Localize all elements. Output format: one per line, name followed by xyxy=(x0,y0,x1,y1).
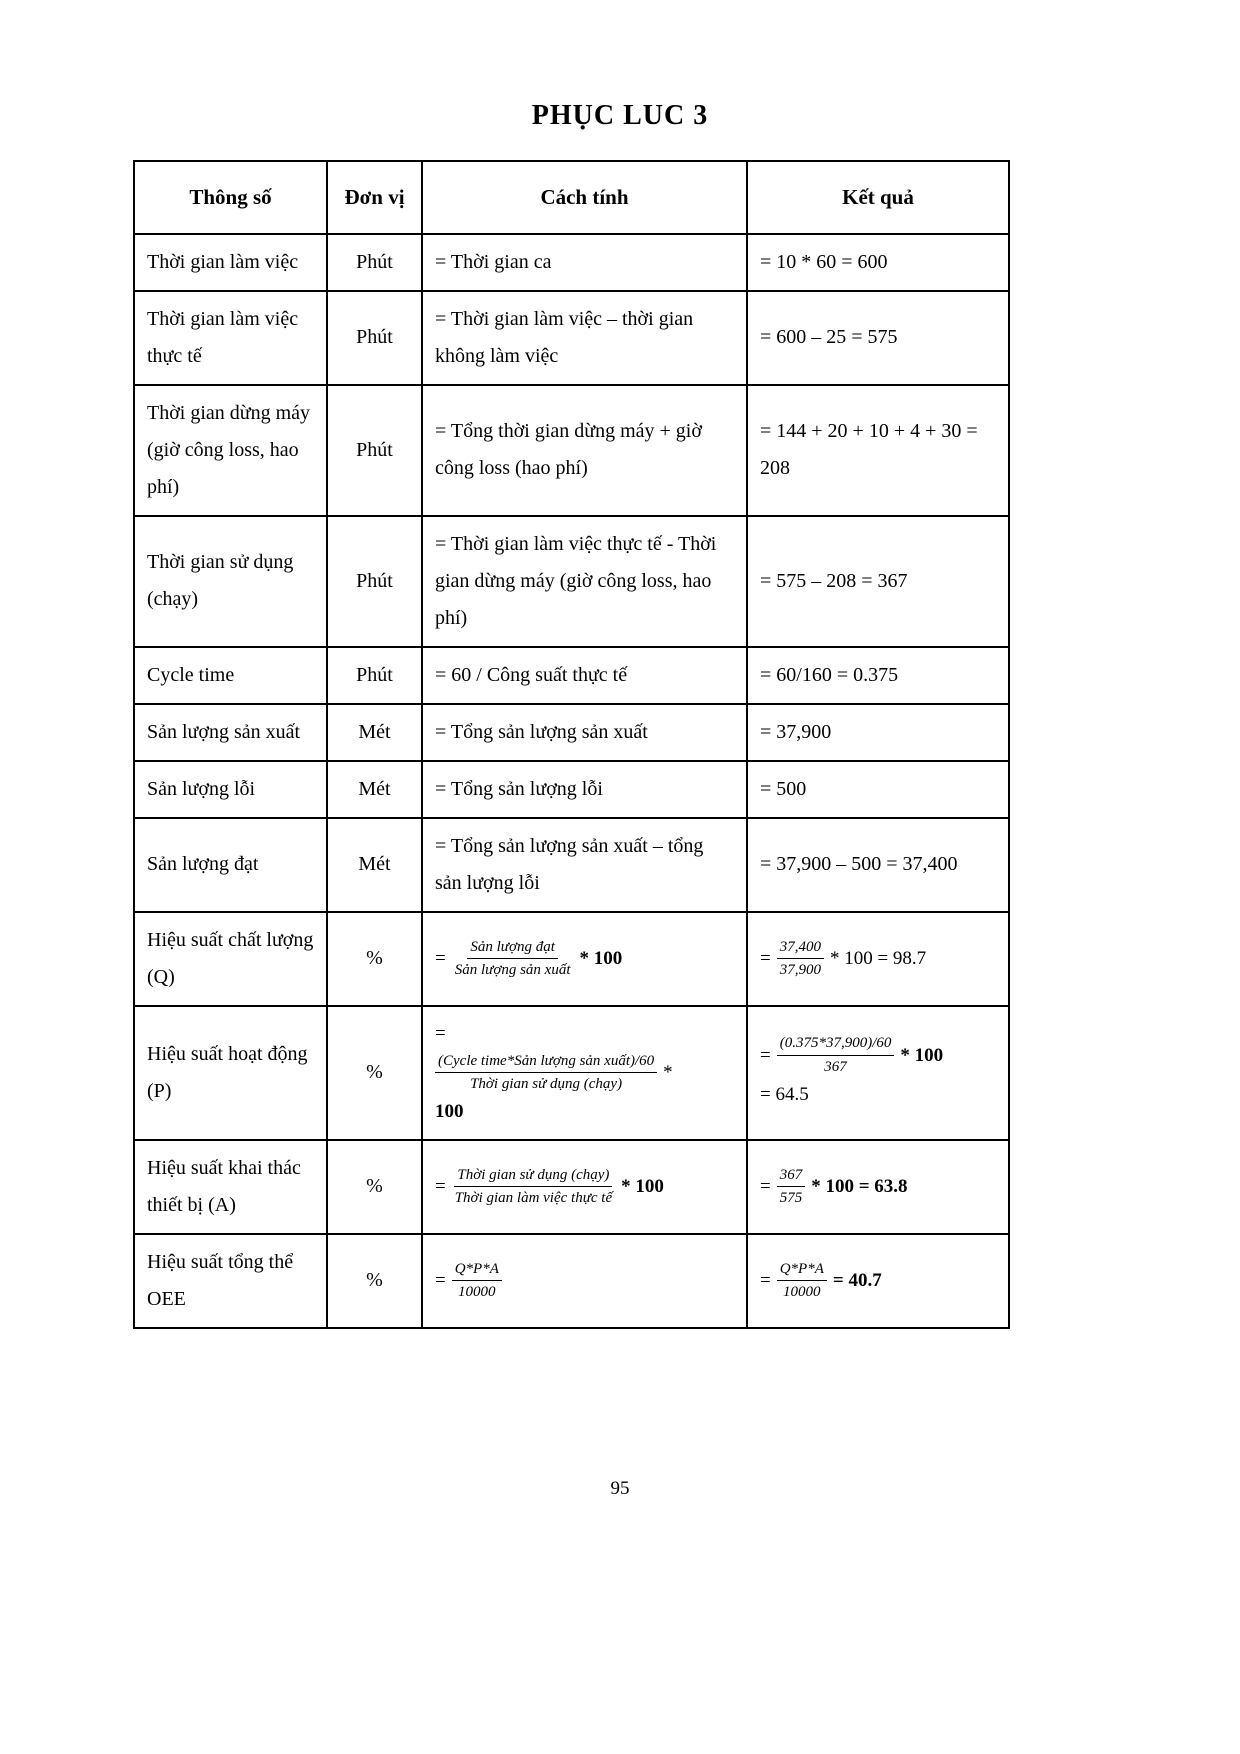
formula-prefix: = xyxy=(760,1044,771,1066)
result-cell: = 575 – 208 = 367 xyxy=(747,516,1009,647)
table-row xyxy=(134,761,1009,818)
unit-cell: Phút xyxy=(327,291,422,385)
method-cell: = Tổng thời gian dừng máy + giờ công loss (hao phí) xyxy=(422,385,747,516)
formula-operator: * 100 xyxy=(900,1044,944,1066)
fraction-numerator: Sản lượng đạt xyxy=(467,937,558,959)
formula-suffix: 100 xyxy=(435,1101,464,1123)
fraction-denominator: 10000 xyxy=(458,1284,496,1301)
result-cell: = 10 * 60 = 600 xyxy=(747,234,1009,291)
page-title: PHỤC LUC 3 xyxy=(531,100,709,131)
fraction-denominator: 37,900 xyxy=(779,962,821,979)
param-cell: Hiệu suất khai thác thiết bị (A) xyxy=(134,1140,327,1234)
formula-suffix: = 40.7 xyxy=(832,1270,882,1292)
unit-cell: Mét xyxy=(327,704,422,761)
formula-prefix: = xyxy=(435,948,446,970)
fraction xyxy=(452,937,574,981)
method-cell xyxy=(422,1234,747,1328)
result-cell: = 37,900 – 500 = 37,400 xyxy=(747,818,1009,912)
table-row xyxy=(134,1234,1009,1328)
unit-cell: Mét xyxy=(327,761,422,818)
fraction-numerator: Q*P*A xyxy=(452,1259,502,1281)
fraction-numerator: Q*P*A xyxy=(777,1259,827,1281)
table-row xyxy=(134,912,1009,1006)
param-cell: Thời gian làm việc xyxy=(134,234,327,291)
method-cell: = 60 / Công suất thực tế xyxy=(422,647,747,704)
table-row xyxy=(134,385,1009,516)
fraction-numerator: (0.375*37,900)/60 xyxy=(777,1033,895,1055)
fraction-numerator: 37,400 xyxy=(777,937,824,959)
formula-prefix: = xyxy=(760,1176,771,1198)
formula-prefix: = xyxy=(760,1270,771,1292)
fraction-numerator: Thời gian sử dụng (chạy) xyxy=(454,1165,612,1187)
fraction xyxy=(777,1033,895,1077)
formula-prefix: = xyxy=(760,948,771,970)
result-cell xyxy=(747,1006,1009,1140)
unit-cell: Phút xyxy=(327,385,422,516)
fraction-denominator: Thời gian sử dụng (chạy) xyxy=(470,1076,623,1093)
header-param: Thông số xyxy=(134,161,327,234)
param-cell: Thời gian sử dụng (chạy) xyxy=(134,516,327,647)
header-unit: Đơn vị xyxy=(327,161,422,234)
fraction-denominator: Sản lượng sản xuất xyxy=(454,962,571,979)
param-cell: Cycle time xyxy=(134,647,327,704)
param-cell: Hiệu suất tổng thể OEE xyxy=(134,1234,327,1328)
header-result: Kết quả xyxy=(747,161,1009,234)
table-row xyxy=(134,1140,1009,1234)
fraction xyxy=(452,1259,502,1303)
param-cell: Hiệu suất chất lượng (Q) xyxy=(134,912,327,1006)
fraction xyxy=(777,1259,827,1303)
table-header-row xyxy=(134,161,1009,234)
table-row xyxy=(134,647,1009,704)
unit-cell: Phút xyxy=(327,647,422,704)
method-cell: = Tổng sản lượng lỗi xyxy=(422,761,747,818)
method-cell xyxy=(422,912,747,1006)
fraction xyxy=(777,937,824,981)
formula-suffix: * 100 xyxy=(579,948,623,970)
oee-parameters-table xyxy=(133,160,1010,1329)
method-cell: = Thời gian làm việc – thời gian không làm việc xyxy=(422,291,747,385)
fraction-denominator: 575 xyxy=(779,1190,803,1207)
fraction-numerator: (Cycle time*Sản lượng sản xuất)/60 xyxy=(435,1051,657,1073)
param-cell: Sản lượng sản xuất xyxy=(134,704,327,761)
fraction-denominator: 10000 xyxy=(783,1284,821,1301)
fraction xyxy=(452,1165,615,1209)
param-cell: Sản lượng đạt xyxy=(134,818,327,912)
table-row xyxy=(134,291,1009,385)
method-cell: = Tổng sản lượng sản xuất xyxy=(422,704,747,761)
unit-cell: Phút xyxy=(327,234,422,291)
formula-operator: * xyxy=(663,1062,673,1084)
formula-suffix: * 100 = 63.8 xyxy=(811,1176,908,1198)
fraction-denominator: Thời gian làm việc thực tế xyxy=(454,1190,613,1207)
method-cell xyxy=(422,1006,747,1140)
formula-suffix: * 100 = 98.7 xyxy=(829,948,927,970)
result-cell: = 144 + 20 + 10 + 4 + 30 = 208 xyxy=(747,385,1009,516)
result-cell: = 600 – 25 = 575 xyxy=(747,291,1009,385)
result-cell xyxy=(747,912,1009,1006)
table-row xyxy=(134,1006,1009,1140)
unit-cell: Mét xyxy=(327,818,422,912)
method-cell: = Tổng sản lượng sản xuất – tổng sản lượng lỗi xyxy=(422,818,747,912)
header-method: Cách tính xyxy=(422,161,747,234)
unit-cell: % xyxy=(327,912,422,1006)
unit-cell: % xyxy=(327,1140,422,1234)
fraction xyxy=(777,1165,806,1209)
fraction-numerator: 367 xyxy=(777,1165,806,1187)
formula-prefix: = xyxy=(435,1022,446,1044)
result-cell: = 500 xyxy=(747,761,1009,818)
table-row xyxy=(134,234,1009,291)
table-row xyxy=(134,818,1009,912)
param-cell: Thời gian dừng máy (giờ công loss, hao phí) xyxy=(134,385,327,516)
result-cell xyxy=(747,1234,1009,1328)
page-number: 95 xyxy=(610,1478,630,1499)
fraction-denominator: 367 xyxy=(824,1058,847,1075)
method-cell xyxy=(422,1140,747,1234)
method-cell: = Thời gian ca xyxy=(422,234,747,291)
formula-suffix: * 100 xyxy=(621,1176,664,1198)
param-cell: Sản lượng lỗi xyxy=(134,761,327,818)
unit-cell: % xyxy=(327,1006,422,1140)
unit-cell: Phút xyxy=(327,516,422,647)
table-row xyxy=(134,704,1009,761)
result-cell: = 60/160 = 0.375 xyxy=(747,647,1009,704)
method-cell: = Thời gian làm việc thực tế - Thời gian dừng máy (giờ công loss, hao phí) xyxy=(422,516,747,647)
result-cell: = 37,900 xyxy=(747,704,1009,761)
unit-cell: % xyxy=(327,1234,422,1328)
param-cell: Hiệu suất hoạt động (P) xyxy=(134,1006,327,1140)
table-row xyxy=(134,516,1009,647)
param-cell: Thời gian làm việc thực tế xyxy=(134,291,327,385)
fraction xyxy=(435,1051,657,1095)
formula-prefix: = xyxy=(435,1176,446,1198)
formula-prefix: = xyxy=(435,1270,446,1292)
result-cell xyxy=(747,1140,1009,1234)
formula-suffix: = 64.5 xyxy=(760,1083,809,1105)
